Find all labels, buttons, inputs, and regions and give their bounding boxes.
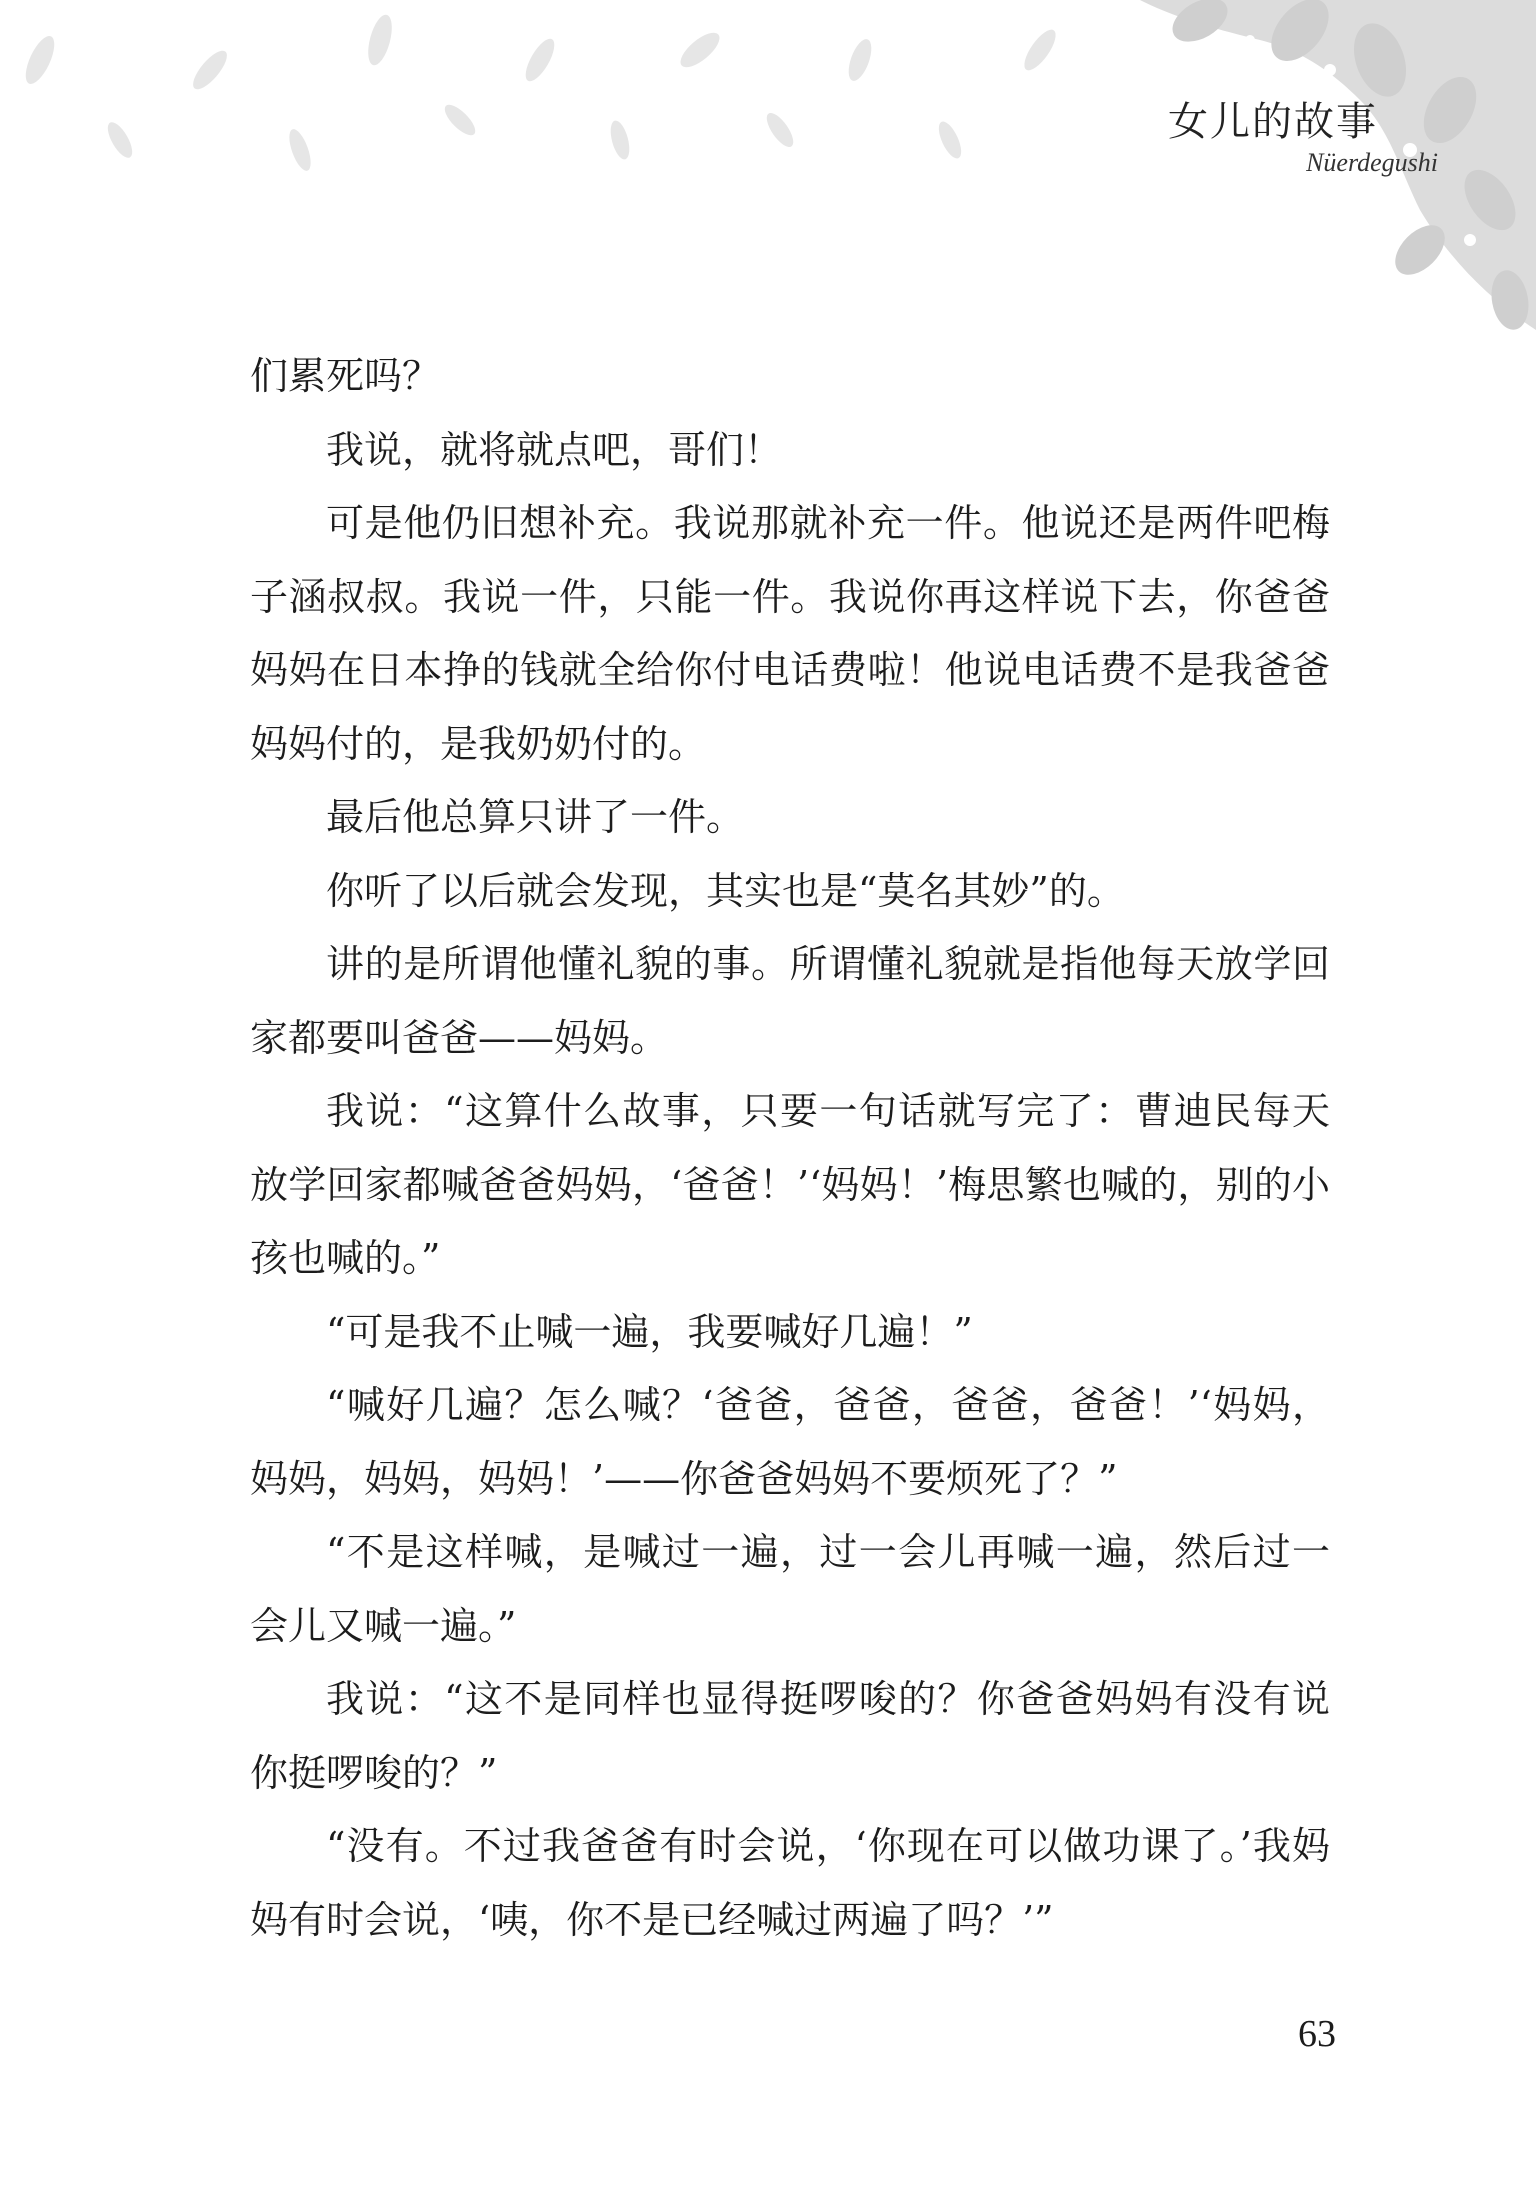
paragraph: 最后他总算只讲了一件。 [326, 795, 745, 839]
leaf-decoration [0, 0, 1536, 360]
paragraph: 我说，就将就点吧，哥们！ [326, 427, 783, 472]
paragraph: “可是我不止喊一遍，我要喊好几遍！” [326, 1309, 973, 1354]
paragraph: “喊好几遍？怎么喊？‘爸爸，爸爸，爸爸，爸爸！’‘妈妈，妈妈，妈妈，妈妈！’——你爸爸妈妈不要烦死了？” [250, 1383, 1330, 1501]
paragraph: 我说：“这算什么故事，只要一句话就写完了：曹迪民每天放学回家都喊爸爸妈妈，‘爸爸！’‘妈妈！’梅思繁也喊的，别的小孩也喊的。” [250, 1089, 1330, 1280]
paragraph: “没有。不过我爸爸有时会说，‘你现在可以做功课了。’我妈妈有时会说，‘咦，你不是已经喊过两遍了吗？’” [250, 1824, 1330, 1942]
paragraph: 讲的是所谓他懂礼貌的事。所谓懂礼貌就是指他每天放学回家都要叫爸爸——妈妈。 [250, 942, 1330, 1060]
page-number: 63 [1298, 2013, 1336, 2055]
running-header [1168, 99, 1438, 178]
book-title-pinyin: Nüerdegushi [1306, 148, 1438, 177]
body-text [250, 340, 1330, 1957]
paragraph: “不是这样喊，是喊过一遍，过一会儿再喊一遍，然后过一会儿又喊一遍。” [250, 1530, 1330, 1648]
book-title: 女儿的故事 [1168, 99, 1378, 145]
paragraph: 你听了以后就会发现，其实也是“莫名其妙”的。 [326, 868, 1125, 913]
paragraph: 可是他仍旧想补充。我说那就补充一件。他说还是两件吧梅子涵叔叔。我说一件，只能一件。我说你再这样说下去，你爸爸妈妈在日本挣的钱就全给你付电话费啦！他说电话费不是我爸爸妈妈付的，是我奶奶付的。 [250, 501, 1330, 766]
paragraph: 们累死吗？ [250, 354, 441, 398]
paragraph: 我说：“这不是同样也显得挺啰唆的？你爸爸妈妈有没有说你挺啰唆的？” [250, 1677, 1330, 1795]
